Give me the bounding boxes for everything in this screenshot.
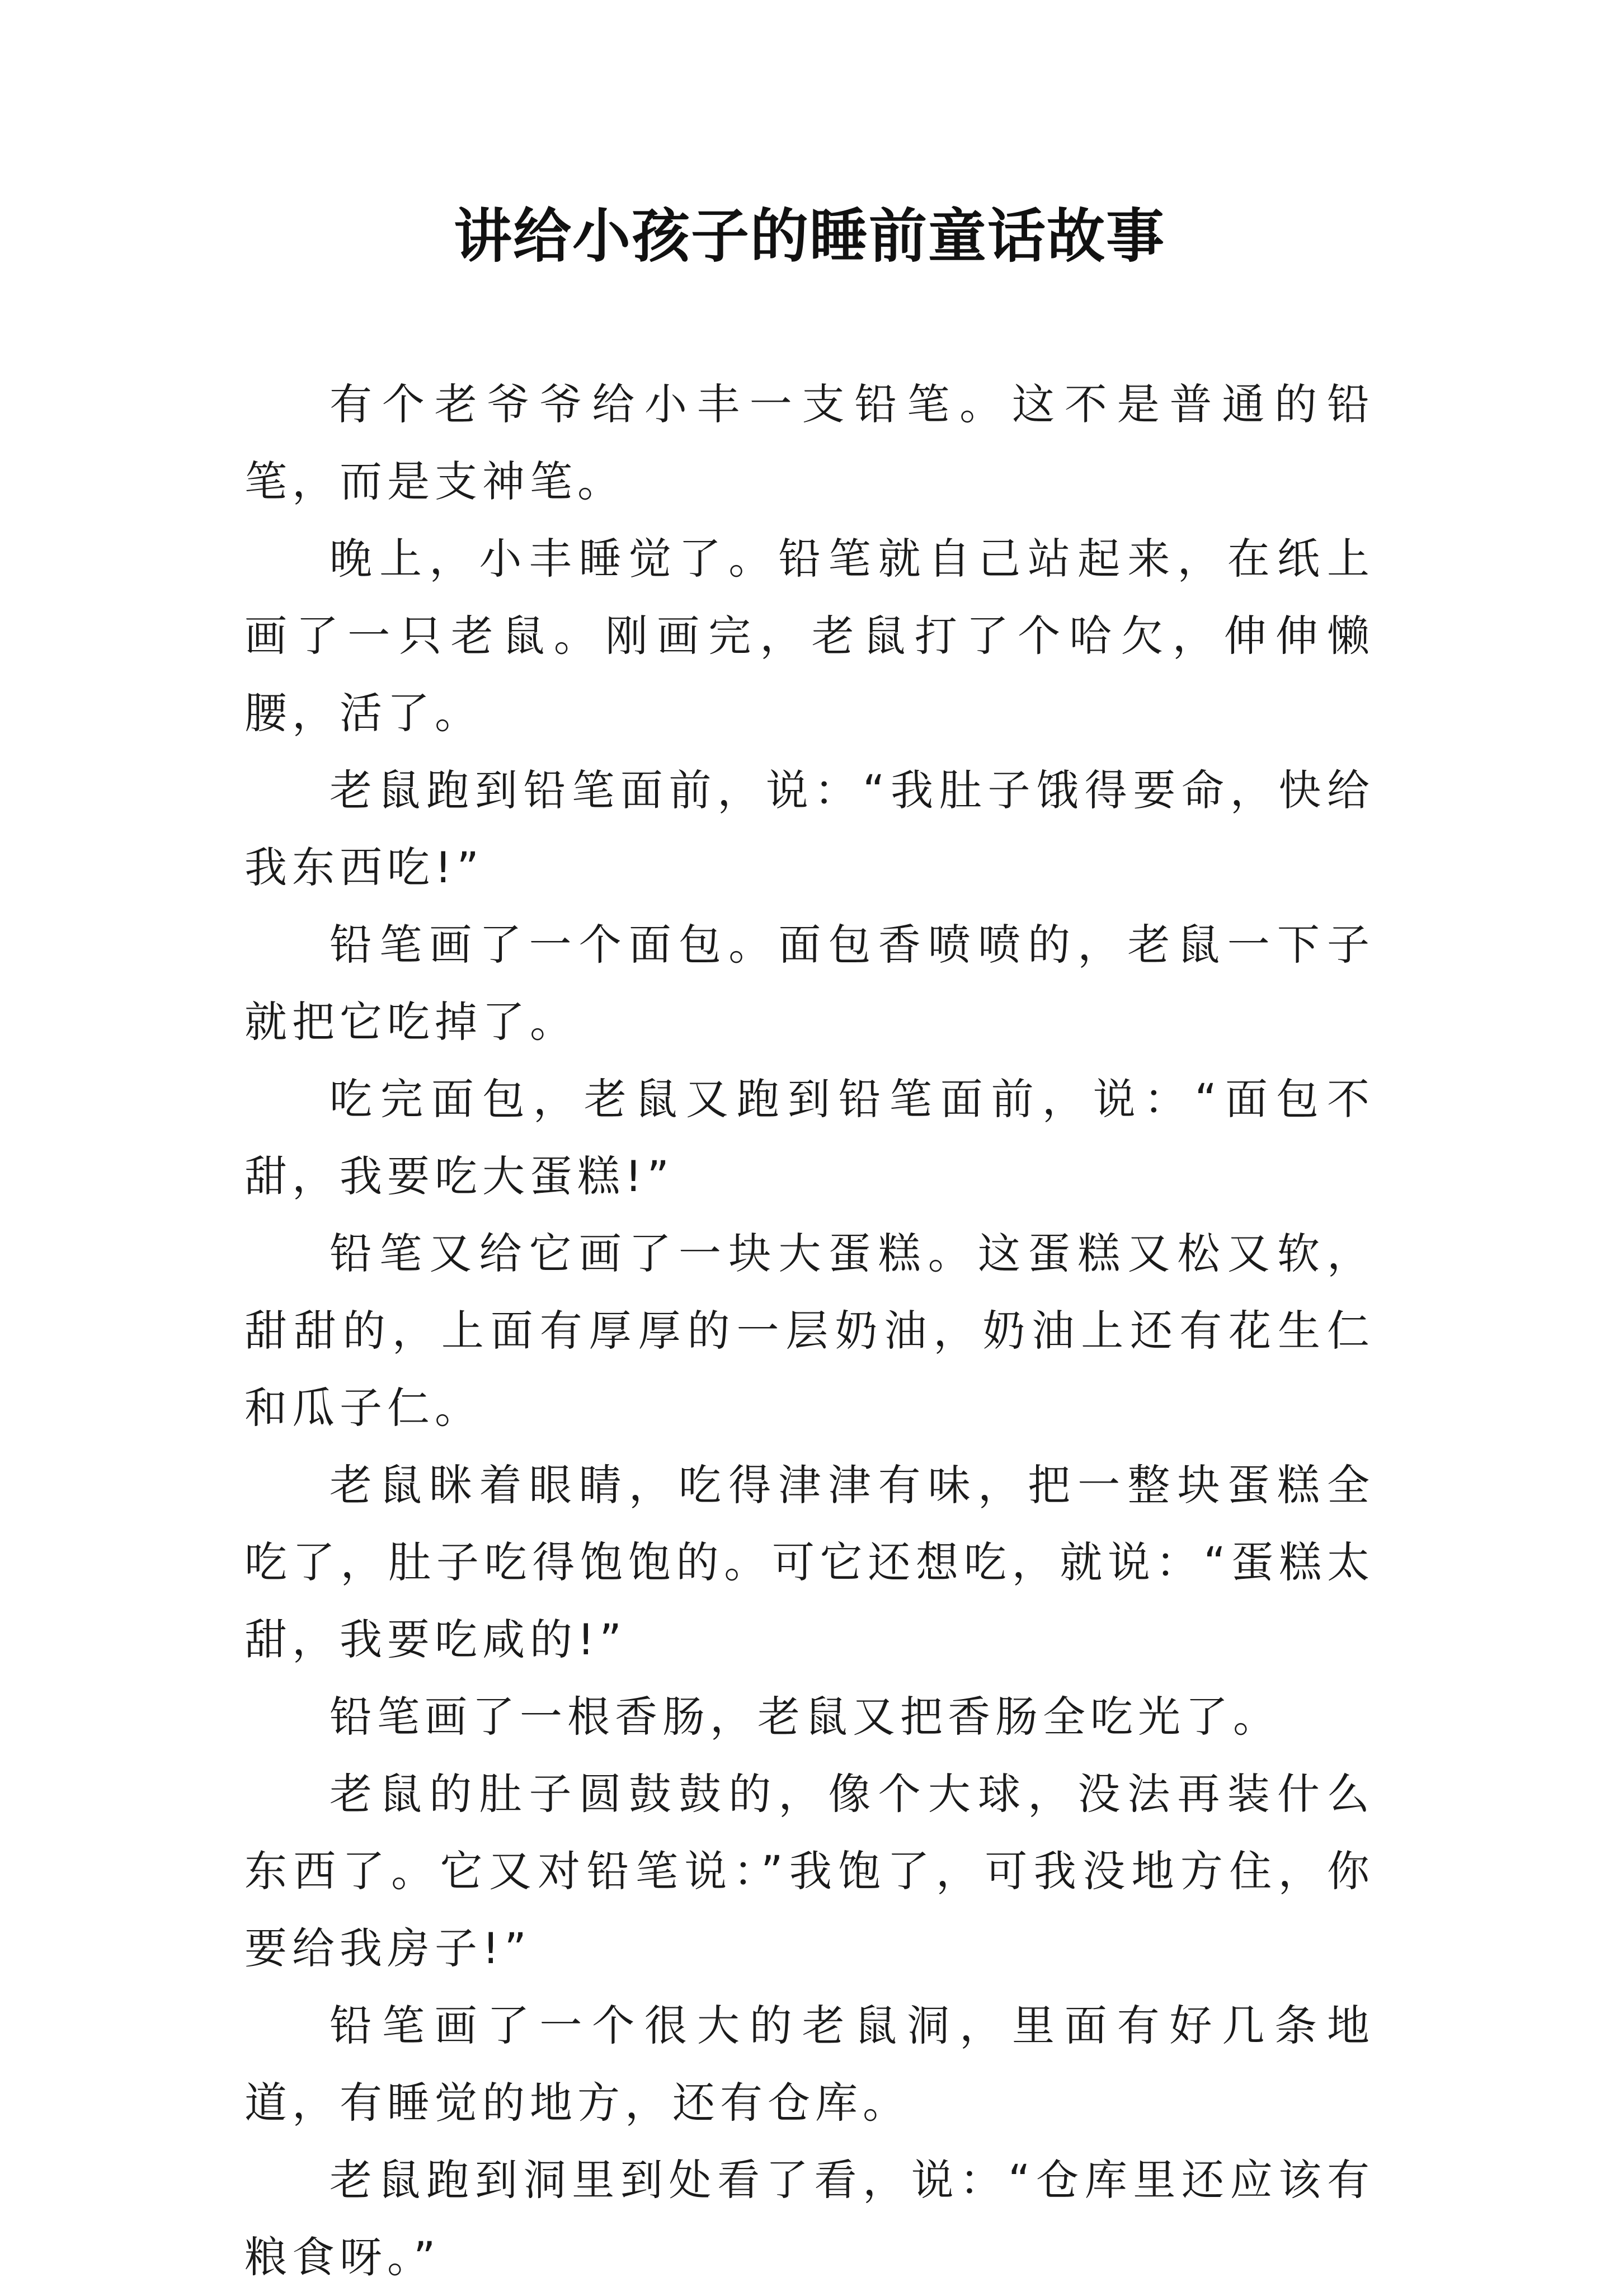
paragraph-6: 铅笔又给它画了一块大蛋糕。这蛋糕又松又软，甜甜的，上面有厚厚的一层奶油，奶油上还有花生仁和瓜子仁。 bbox=[244, 1229, 1375, 1433]
paragraph-2: 晚上，小丰睡觉了。铅笔就自己站起来，在纸上画了一只老鼠。刚画完，老鼠打了个哈欠，伸伸懒腰，活了。 bbox=[244, 534, 1375, 738]
paragraph-11: 老鼠跑到洞里到处看了看，说：“仓库里还应该有粮食呀。” bbox=[244, 2155, 1375, 2282]
paragraph-8: 铅笔画了一根香肠，老鼠又把香肠全吃光了。 bbox=[330, 1692, 1281, 1742]
paragraph-5: 吃完面包，老鼠又跑到铅笔面前，说：“面包不甜，我要吃大蛋糕!” bbox=[244, 1074, 1375, 1201]
paragraph-7: 老鼠眯着眼睛，吃得津津有味，把一整块蛋糕全吃了，肚子吃得饱饱的。可它还想吃，就说：“蛋糕太甜，我要吃咸的!” bbox=[244, 1460, 1375, 1664]
document-title: 讲给小孩子的睡前童话故事 bbox=[453, 201, 1165, 270]
paragraph-3: 老鼠跑到铅笔面前，说：“我肚子饿得要命，快给我东西吃!” bbox=[244, 765, 1375, 892]
paragraph-4: 铅笔画了一个面包。面包香喷喷的，老鼠一下子就把它吃掉了。 bbox=[244, 920, 1375, 1047]
paragraph-10: 铅笔画了一个很大的老鼠洞，里面有好几条地道，有睡觉的地方，还有仓库。 bbox=[244, 2001, 1375, 2128]
paragraph-9: 老鼠的肚子圆鼓鼓的，像个大球，没法再装什么东西了。它又对铅笔说：”我饱了，可我没地方住，你要给我房子!” bbox=[244, 1769, 1375, 1973]
paragraph-1: 有个老爷爷给小丰一支铅笔。这不是普通的铅笔，而是支神笔。 bbox=[244, 379, 1375, 506]
story-body bbox=[244, 366, 1375, 2296]
